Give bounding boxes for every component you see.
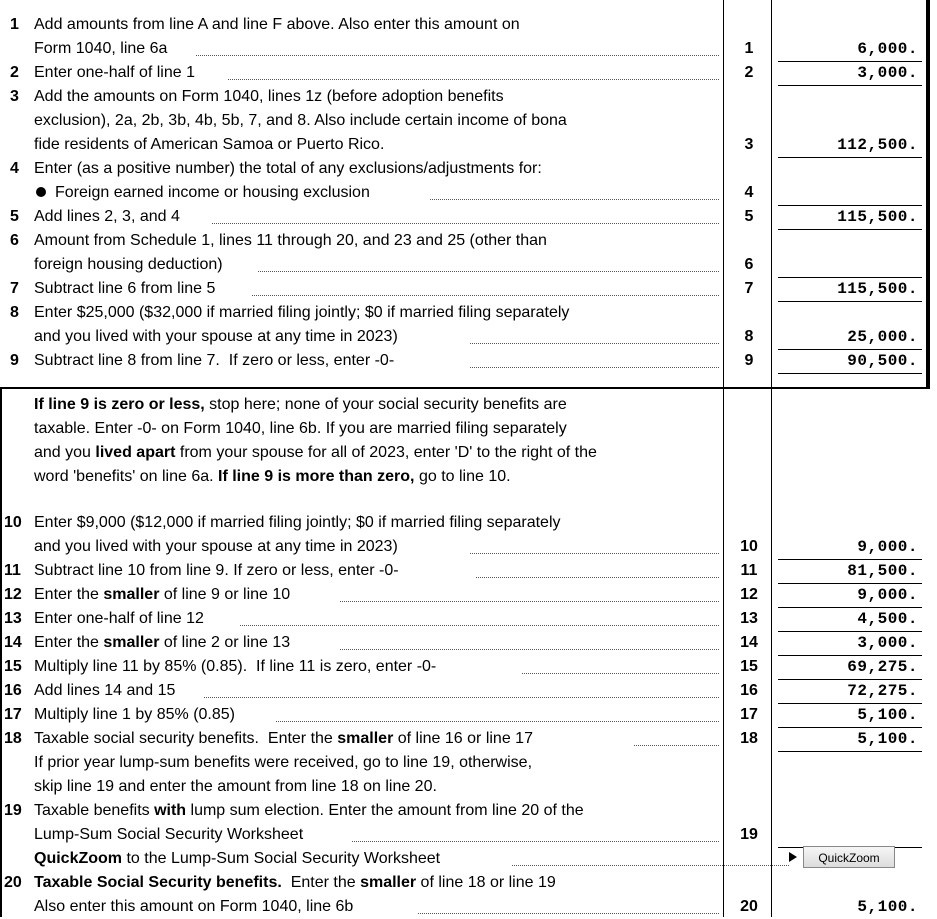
line-number: 9	[10, 352, 19, 369]
line-text: Foreign earned income or housing exclusion	[55, 184, 370, 201]
instruction-note	[34, 393, 714, 489]
line-text: and you lived with your spouse at any time in 2023)	[34, 538, 398, 555]
line-1	[0, 13, 937, 61]
line-number: 6	[10, 232, 19, 249]
line-17	[0, 703, 937, 727]
line-text: Multiply line 11 by 85% (0.85). If line 11 is zero, enter -0-	[34, 658, 437, 675]
amount-field[interactable]: 115,500.	[837, 280, 918, 298]
line-9	[0, 349, 937, 373]
note-text: go to line 10.	[414, 468, 511, 485]
line-15	[0, 655, 937, 679]
dot-leader	[470, 553, 719, 554]
line-text: Lump-Sum Social Security Worksheet	[34, 826, 304, 843]
line-text: foreign housing deduction)	[34, 256, 223, 273]
line-text: Taxable benefits with lump sum election. Enter the amount from line 20 of the	[34, 802, 584, 819]
box-number: 19	[740, 826, 758, 843]
amount-field[interactable]: 3,000.	[857, 634, 918, 652]
note-text: stop here; none of your social security benefits are	[204, 396, 567, 413]
line-text: fide residents of American Samoa or Puerto Rico.	[34, 136, 385, 153]
line-text: If prior year lump-sum benefits were received, go to line 19, otherwise,	[34, 754, 533, 771]
line-text: Add lines 2, 3, and 4	[34, 208, 180, 225]
line-bullet-item	[36, 181, 370, 205]
box-number: 14	[740, 634, 758, 651]
dot-leader	[228, 79, 719, 80]
box-number: 3	[744, 136, 754, 153]
line-8	[0, 301, 937, 349]
dot-leader	[252, 295, 719, 296]
dot-leader	[212, 223, 719, 224]
box-number: 16	[740, 682, 758, 699]
line-6	[0, 229, 937, 277]
amount-underline	[778, 751, 922, 752]
dot-leader	[476, 577, 719, 578]
box-number: 2	[744, 64, 754, 81]
quickzoom-button[interactable]: QuickZoom	[803, 846, 895, 868]
line-16	[0, 679, 937, 703]
line-12	[0, 583, 937, 607]
line-text: and you lived with your spouse at any time in 2023)	[34, 328, 398, 345]
line-number: 3	[10, 88, 19, 105]
dot-leader	[430, 199, 719, 200]
line-number: 20	[4, 874, 22, 891]
dot-leader	[352, 841, 719, 842]
box-number: 1	[744, 40, 754, 57]
line-text: Subtract line 10 from line 9. If zero or less, enter -0-	[34, 562, 399, 579]
line-number: 7	[10, 280, 19, 297]
box-number: 15	[740, 658, 758, 675]
line-text: Enter one-half of line 1	[34, 64, 195, 81]
line-text: Enter $25,000 ($32,000 if married filing jointly; $0 if married filing separately	[34, 304, 570, 321]
dot-leader	[634, 745, 719, 746]
line-text: Subtract line 8 from line 7. If zero or less, enter -0-	[34, 352, 395, 369]
line-text: Subtract line 6 from line 5	[34, 280, 216, 297]
line-number: 2	[10, 64, 19, 81]
line-text: Add amounts from line A and line F above. Also enter this amount on	[34, 16, 520, 33]
dot-leader	[340, 601, 719, 602]
note-bold: lived apart	[95, 444, 176, 461]
box-number: 13	[740, 610, 758, 627]
line-number: 8	[10, 304, 19, 321]
dot-leader	[276, 721, 719, 722]
line-number: 19	[4, 802, 22, 819]
line-text: Enter one-half of line 12	[34, 610, 204, 627]
note-text: taxable. Enter -0- on Form 1040, line 6b. If you are married filing separately	[34, 420, 567, 437]
box-number: 5	[744, 208, 754, 225]
line-text: Taxable Social Security benefits. Enter the smaller of line 18 or line 19	[34, 874, 556, 891]
arrow-right-icon	[789, 852, 797, 862]
amount-field[interactable]: 69,275.	[847, 658, 918, 676]
line-text: Enter the smaller of line 2 or line 13	[34, 634, 291, 651]
line-number: 10	[4, 514, 22, 531]
line-number: 17	[4, 706, 22, 723]
line-text: Taxable social security benefits. Enter the smaller of line 16 or line 17	[34, 730, 533, 747]
line-19	[0, 799, 937, 847]
note-text: from your spouse for all of 2023, enter 'D' to the right of the	[175, 444, 597, 461]
line-11	[0, 559, 937, 583]
line-14	[0, 631, 937, 655]
line-number: 5	[10, 208, 19, 225]
box-number: 6	[744, 256, 754, 273]
amount-field[interactable]: 25,000.	[847, 328, 918, 346]
line-number: 14	[4, 634, 22, 651]
amount-field[interactable]: 112,500.	[837, 136, 918, 154]
line-number: 18	[4, 730, 22, 747]
line-number: 12	[4, 586, 22, 603]
line-text: Amount from Schedule 1, lines 11 through 20, and 23 and 25 (other than	[34, 232, 547, 249]
amount-field[interactable]: 81,500.	[847, 562, 918, 580]
line-2	[0, 61, 937, 85]
line-13	[0, 607, 937, 631]
box-number: 8	[744, 328, 754, 345]
line-18	[0, 727, 937, 799]
amount-field[interactable]: 4,500.	[857, 610, 918, 628]
line-text: exclusion), 2a, 2b, 3b, 4b, 5b, 7, and 8. Also include certain income of bona	[34, 112, 567, 129]
amount-field[interactable]: 115,500.	[837, 208, 918, 226]
line-20	[0, 871, 937, 919]
line-text: Enter (as a positive number) the total of any exclusions/adjustments for:	[34, 160, 542, 177]
line-text: skip line 19 and enter the amount from line 18 on line 20.	[34, 778, 437, 795]
dot-leader	[240, 625, 719, 626]
dot-leader	[470, 367, 719, 368]
line-number: 15	[4, 658, 22, 675]
dot-leader	[258, 271, 719, 272]
note-bold: If line 9 is zero or less,	[34, 396, 205, 413]
bullet-icon	[36, 187, 46, 197]
amount-field[interactable]: 9,000.	[857, 586, 918, 604]
line-number: 4	[10, 160, 19, 177]
amount-field[interactable]: 6,000.	[857, 40, 918, 58]
quickzoom-link[interactable]: QuickZoom to the Lump-Sum Social Security Worksheet	[34, 850, 441, 867]
box-number: 10	[740, 538, 758, 555]
note-bold: If line 9 is more than zero,	[218, 468, 415, 485]
note-text: and you	[34, 444, 96, 461]
box-number: 11	[740, 562, 758, 579]
line-3	[0, 85, 937, 157]
dot-leader	[196, 55, 719, 56]
section-divider	[0, 387, 930, 389]
line-number: 16	[4, 682, 22, 699]
box-number: 4	[744, 184, 754, 201]
box-number: 9	[744, 352, 754, 369]
line-text: Add lines 14 and 15	[34, 682, 176, 699]
amount-field[interactable]: 3,000.	[857, 64, 918, 82]
box-number: 17	[740, 706, 758, 723]
box-number: 18	[740, 730, 758, 747]
line-10	[0, 511, 937, 559]
line-text: Enter $9,000 ($12,000 if married filing jointly; $0 if married filing separately	[34, 514, 561, 531]
line-text: Add the amounts on Form 1040, lines 1z (before adoption benefits	[34, 88, 504, 105]
dot-leader	[522, 673, 719, 674]
box-number: 12	[740, 586, 758, 603]
amount-field[interactable]: 72,275.	[847, 682, 918, 700]
amount-field[interactable]: 5,100.	[857, 706, 918, 724]
line-5	[0, 205, 937, 229]
amount-field[interactable]: 9,000.	[857, 538, 918, 556]
line-text: Form 1040, line 6a	[34, 40, 168, 57]
line-text: Multiply line 1 by 85% (0.85)	[34, 706, 235, 723]
amount-field[interactable]: 5,100.	[857, 898, 918, 916]
box-number: 20	[740, 898, 758, 915]
amount-underline	[778, 373, 922, 374]
line-7	[0, 277, 937, 301]
box-number: 7	[744, 280, 754, 297]
amount-field[interactable]: 90,500.	[847, 352, 918, 370]
line-number: 1	[10, 16, 19, 33]
dot-leader	[418, 913, 719, 914]
dot-leader	[204, 697, 719, 698]
dot-leader	[512, 865, 789, 866]
dot-leader	[470, 343, 719, 344]
amount-field[interactable]: 5,100.	[857, 730, 918, 748]
line-4	[0, 157, 937, 205]
note-text: word 'benefits' on line 6a.	[34, 468, 218, 485]
line-number: 13	[4, 610, 22, 627]
line-text: Also enter this amount on Form 1040, line 6b	[34, 898, 354, 915]
dot-leader	[340, 649, 719, 650]
line-text: Enter the smaller of line 9 or line 10	[34, 586, 291, 603]
line-number: 11	[4, 562, 21, 579]
